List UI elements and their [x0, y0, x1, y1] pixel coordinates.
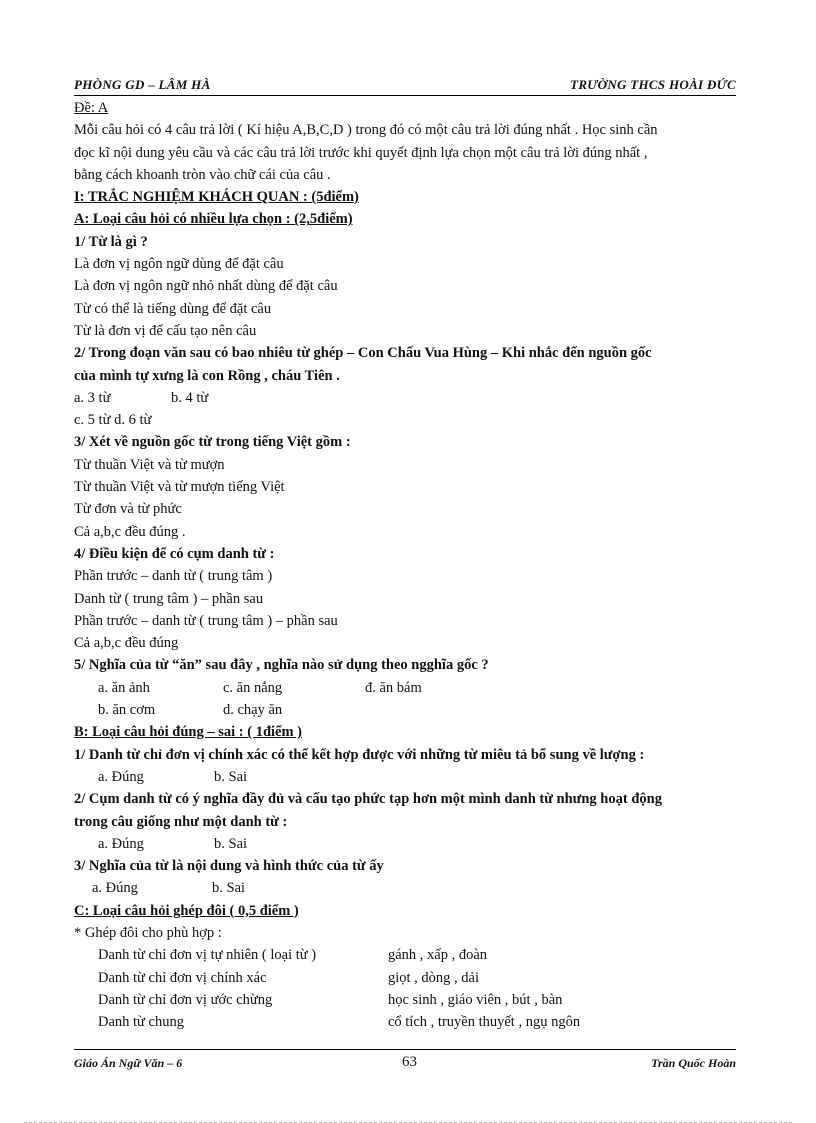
matching-right: gánh , xấp , đoàn — [388, 947, 488, 964]
exam-code: Đề: A — [74, 100, 109, 116]
question-b2-line-2: trong câu giống như một danh từ : — [74, 813, 288, 830]
matching-right: cổ tích , truyền thuyết , ngụ ngôn — [388, 1014, 581, 1031]
answer-option: a. Đúng — [98, 835, 144, 852]
question-b1: 1/ Danh từ chỉ đơn vị chính xác có thể kết hợp được với những từ miêu tả bổ sung về lượng : — [74, 746, 645, 763]
answer-option: b. Sai — [214, 835, 248, 852]
answer-option: a. Đúng — [92, 880, 138, 897]
header-rule — [74, 95, 736, 96]
answer-option: Là đơn vị ngôn ngữ dùng để đặt câu — [74, 256, 284, 273]
page-header — [74, 77, 736, 97]
answer-option: b. Sai — [212, 880, 246, 897]
matching-left: Danh từ chỉ đơn vị chính xác — [98, 969, 267, 986]
instruction-line-2: đọc kĩ nội dung yêu cầu và các câu trả lời trước khi quyết định lựa chọn một câu trả lời đúng nhất , — [74, 144, 648, 161]
answer-option: Từ có thể là tiếng dùng để đặt câu — [74, 300, 272, 317]
instruction-line-1: Mỗi câu hỏi có 4 câu trả lời ( Kí hiệu A,B,C,D ) trong đó có một câu trả lời đúng nhất . Học sinh cần — [74, 122, 658, 139]
answer-option: b. ăn cơm — [98, 702, 156, 719]
page-footer — [74, 1054, 736, 1076]
part-a-title: A: Loại câu hỏi có nhiều lựa chọn : (2,5điểm) — [74, 211, 353, 228]
answer-option: đ. ăn bám — [365, 679, 422, 696]
question-a5: 5/ Nghĩa của từ “ăn” sau đây , nghĩa nào sử dụng theo ngghĩa gốc ? — [74, 657, 489, 674]
matching-row — [74, 967, 754, 989]
answer-option: Từ thuần Việt và từ mượn tiếng Việt — [74, 479, 285, 496]
answer-row — [74, 387, 754, 409]
answer-option: b. Sai — [214, 768, 248, 785]
answer-option: a. 3 từ — [74, 389, 111, 406]
footer-rule — [74, 1049, 736, 1050]
answer-row — [74, 833, 754, 855]
answer-row — [74, 677, 754, 699]
question-b2-line-1: 2/ Cụm danh từ có ý nghĩa đầy đủ và cấu tạo phức tạp hơn một mình danh từ nhưng hoạt động — [74, 791, 662, 808]
answer-option: a. ăn ảnh — [98, 679, 150, 696]
footer-author: Trần Quốc Hoàn — [651, 1056, 736, 1070]
answer-option: Từ là đơn vị để cấu tạo nên câu — [74, 322, 257, 339]
part-b-title: B: Loại câu hỏi đúng – sai : ( 1điểm ) — [74, 724, 302, 741]
answer-option: Cả a,b,c đều đúng — [74, 635, 179, 652]
answer-option: a. Đúng — [98, 768, 144, 785]
answer-option: Phần trước – danh từ ( trung tâm ) – phần sau — [74, 612, 338, 629]
header-department: PHÒNG GD – LÂM HÀ — [74, 77, 211, 92]
answer-option: Phần trước – danh từ ( trung tâm ) — [74, 568, 273, 585]
answer-option: c. 5 từ d. 6 từ — [74, 412, 152, 429]
section-title: I: TRẮC NGHIỆM KHÁCH QUAN : (5điểm) — [74, 189, 359, 206]
matching-left: Danh từ chỉ đơn vị ước chừng — [98, 991, 273, 1008]
answer-option: Cả a,b,c đều đúng . — [74, 523, 186, 540]
question-a2-line-1: 2/ Trong đoạn văn sau có bao nhiêu từ ghép – Con Chấu Vua Hùng – Khi nhắc đến nguồn gốc — [74, 345, 652, 362]
matching-left: Danh từ chung — [98, 1014, 184, 1031]
matching-instruction: * Ghép đôi cho phù hợp : — [74, 924, 222, 941]
matching-right: học sinh , giáo viên , bút , bàn — [388, 991, 563, 1008]
question-a4: 4/ Điều kiện để có cụm danh từ : — [74, 545, 275, 562]
document-body — [74, 97, 754, 1033]
question-a1: 1/ Từ là gì ? — [74, 233, 148, 250]
page-number: 63 — [402, 1054, 417, 1070]
header-school: TRƯỜNG THCS HOÀI ĐỨC — [570, 77, 736, 92]
instruction-line-3: bằng cách khoanh tròn vào chữ cái của câu . — [74, 166, 331, 183]
footer-course: Giáo Án Ngữ Văn – 6 — [74, 1056, 183, 1070]
matching-right: giọt , dòng , dải — [388, 969, 480, 986]
answer-option: Danh từ ( trung tâm ) – phần sau — [74, 590, 264, 607]
part-c-title: C: Loại câu hỏi ghép đôi ( 0,5 điểm ) — [74, 902, 299, 919]
answer-row — [74, 766, 754, 788]
answer-option: b. 4 từ — [171, 389, 209, 406]
matching-row — [74, 944, 754, 966]
question-b3: 3/ Nghĩa của từ là nội dung và hình thức của từ ấy — [74, 858, 384, 875]
answer-option: c. ăn nắng — [223, 679, 283, 696]
question-a2-line-2: của mình tự xưng là con Rồng , cháu Tiên . — [74, 367, 340, 384]
answer-option: d. chạy ăn — [223, 702, 283, 719]
matching-row — [74, 1011, 754, 1033]
matching-row — [74, 989, 754, 1011]
answer-option: Từ đơn và từ phức — [74, 501, 182, 518]
question-a3: 3/ Xét về nguồn gốc từ trong tiếng Việt gồm : — [74, 434, 351, 451]
answer-option: Là đơn vị ngôn ngữ nhỏ nhất dùng để đặt câu — [74, 278, 338, 295]
matching-left: Danh từ chỉ đơn vị tự nhiên ( loại từ ) — [98, 947, 317, 964]
answer-option: Từ thuần Việt và từ mượn — [74, 456, 225, 473]
answer-row — [74, 699, 754, 721]
answer-row — [74, 877, 754, 899]
